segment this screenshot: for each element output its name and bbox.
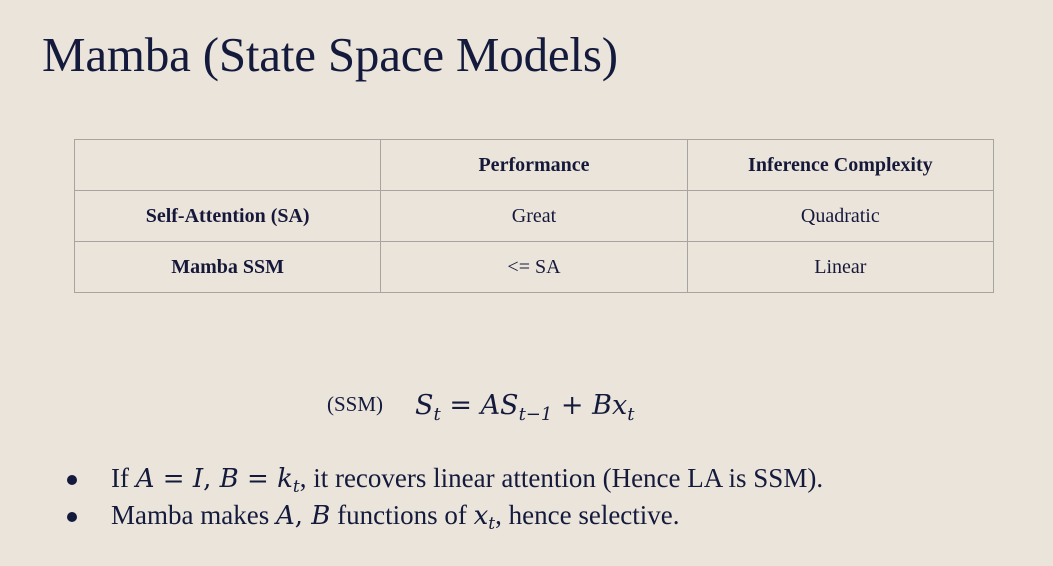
math-inline: A = I, $B = k_t$ (135, 464, 300, 497)
slide-title: Mamba (State Space Models) (42, 27, 618, 82)
math-inline (473, 501, 496, 534)
bullet-text: Mamba makes (111, 500, 276, 530)
math-subscript: t (488, 514, 496, 534)
math-var: x (473, 501, 489, 531)
eq-term-a: AS (480, 390, 519, 421)
cell-sa-performance: Great (381, 191, 687, 242)
math-var: k (277, 464, 293, 494)
eq-lhs: S (415, 390, 434, 421)
bullet-text: , hence selective. (495, 500, 680, 530)
math-var: B (219, 464, 239, 494)
eq-term-b-subscript: t (627, 404, 635, 425)
row-label-mamba-ssm: Mamba SSM (75, 242, 381, 293)
table-header-row (75, 140, 994, 191)
header-inference-complexity: Inference Complexity (687, 140, 993, 191)
comparison-table (74, 139, 994, 293)
bullet-dot-icon (67, 475, 77, 485)
math-inline: A, B (275, 501, 331, 531)
math-var: A (135, 464, 155, 494)
equation-body: $S_t = AS_{t-1} + Bx_t$ (415, 390, 635, 425)
header-performance: Performance (381, 140, 687, 191)
eq-term-b: Bx (592, 390, 628, 421)
bullet-text: functions of (330, 500, 474, 530)
bullet-list (62, 460, 823, 534)
list-item (62, 497, 823, 534)
header-empty-cell (75, 140, 381, 191)
cell-mamba-complexity: Linear (687, 242, 993, 293)
eq-term-a-subscript: t−1 (518, 404, 553, 425)
eq-lhs-subscript: t (433, 404, 441, 425)
row-label-self-attention: Self-Attention (SA) (75, 191, 381, 242)
math-subscript: t (292, 477, 300, 497)
table-row (75, 191, 994, 242)
cell-sa-complexity: Quadratic (687, 191, 993, 242)
bullet-text: If (111, 463, 136, 493)
math-var: A (275, 501, 295, 531)
math-var: I (192, 464, 204, 494)
bullet-dot-icon (67, 512, 77, 522)
ssm-equation (327, 390, 635, 425)
bullet-text: , it recovers linear attention (Hence LA is SSM). (299, 463, 824, 493)
list-item (62, 460, 823, 497)
equation-label: (SSM) (327, 392, 384, 416)
math-var: B (311, 501, 331, 531)
table-row (75, 242, 994, 293)
cell-mamba-performance: <= SA (381, 242, 687, 293)
